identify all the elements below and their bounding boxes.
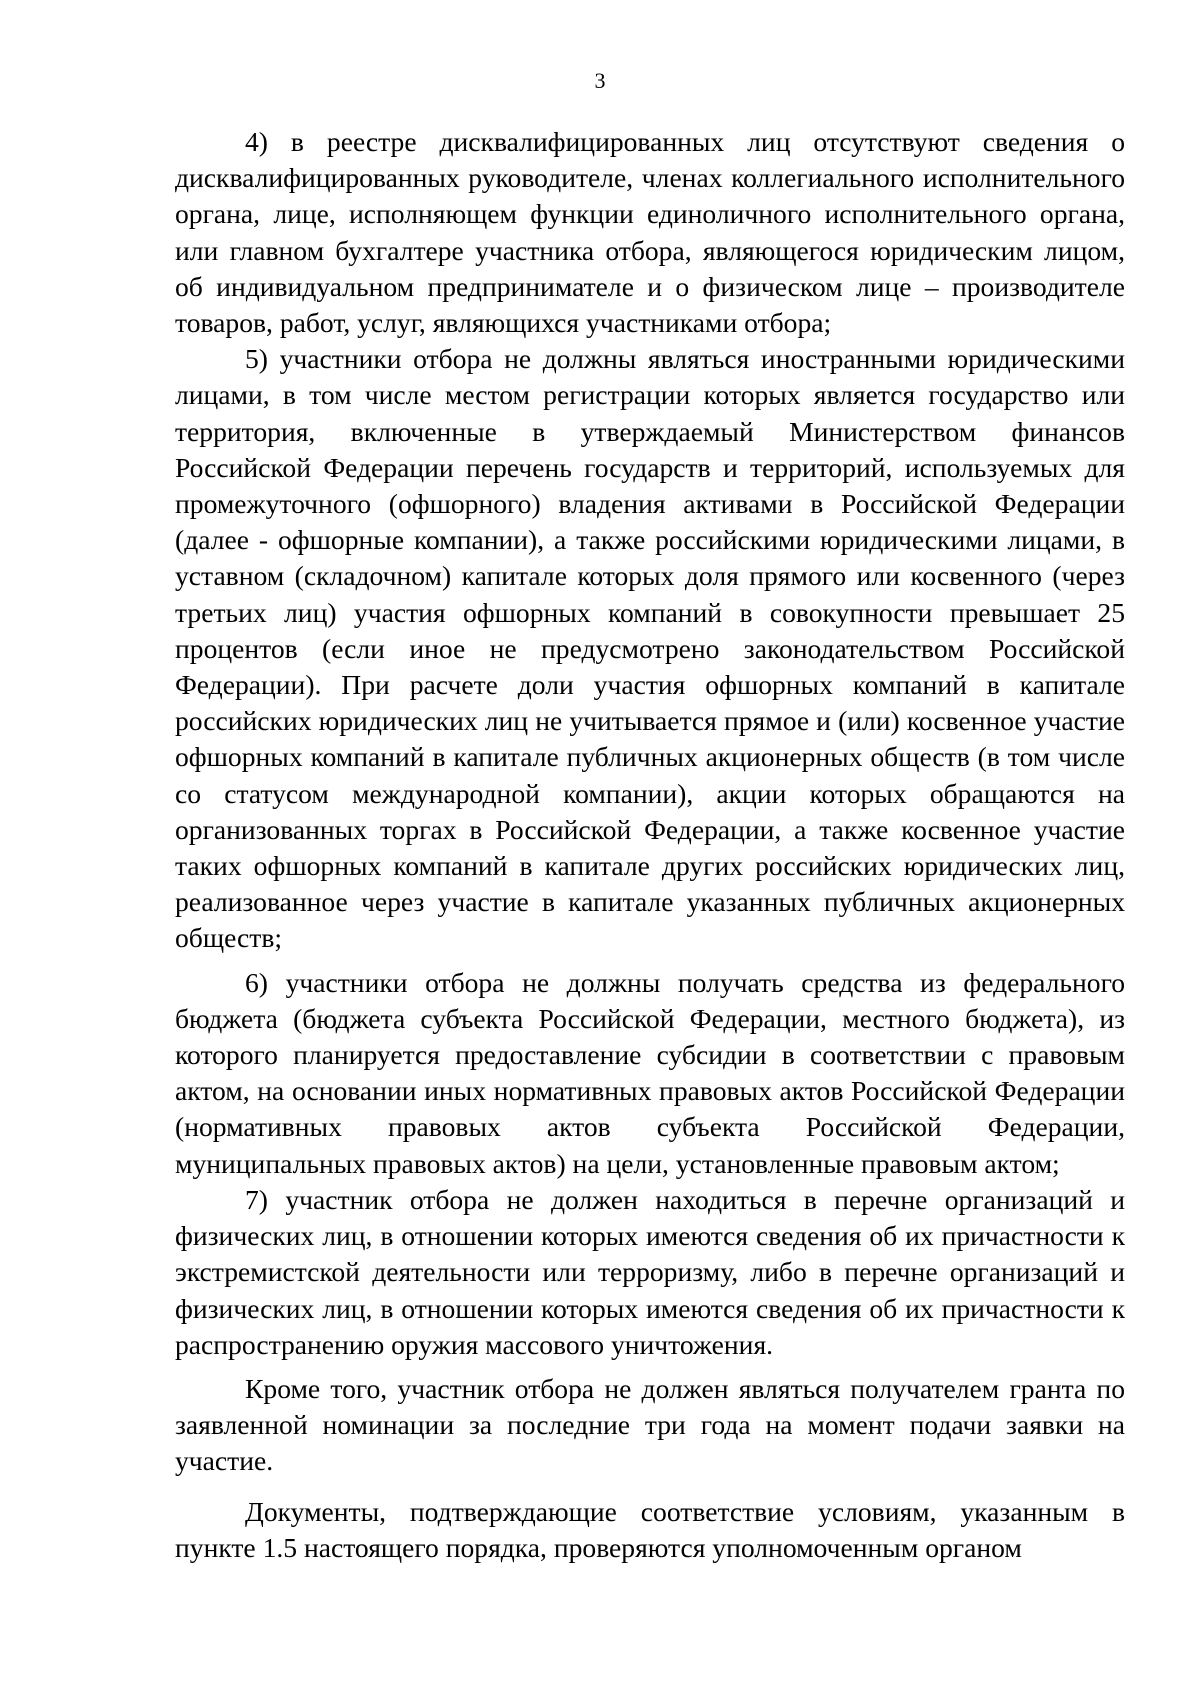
paragraph-item-4: 4) в реестре дисквалифицированных лиц отсутствуют сведения о дисквалифицированных руководителе, членах коллегиального исполнительного органа, лице, исполняющем функции единоличного исполнительного органа, или главном бухгалтере участника отбора, являющегося юридическим лицом, об индивидуальном предпринимателе и о физическом лице – производителе товаров, работ, услуг, являющихся участниками отбора; [175, 126, 1125, 339]
paragraph-additional-condition: Кроме того, участник отбора не должен являться получателем гранта по заявленной номинации за последние три года на момент подачи заявки на участие. [175, 1372, 1125, 1477]
paragraph-documents-check: Документы, подтверждающие соответствие условиям, указанным в пункте 1.5 настоящего порядка, проверяются уполномоченным органом [175, 1495, 1125, 1563]
document-body [175, 124, 1125, 1566]
paragraph-item-5: 5) участники отбора не должны являться иностранными юридическими лицами, в том числе местом регистрации которых является государство или территория, включенные в утверждаемый Министерством финансов Российской Федерации перечень государств и территорий, используемых для промежуточного (офшорного) владения активами в Российской Федерации (далее - офшорные компании), а также российскими юридическими лицами, в уставном (складочном) капитале которых доля прямого или косвенного (через третьих лиц) участия офшорных компаний в совокупности превышает 25 процентов (если иное не предусмотрено законодательством Российской Федерации). При расчете доли участия офшорных компаний в капитале российских юридических лиц не учитывается прямое и (или) косвенное участие офшорных компаний в капитале публичных акционерных обществ (в том числе со статусом международной компании), акции которых обращаются на организованных торгах в Российской Федерации, а также косвенное участие таких офшорных компаний в капитале других российских юридических лиц, реализованное через участие в капитале указанных публичных акционерных обществ; [175, 343, 1125, 954]
paragraph-item-7: 7) участник отбора не должен находиться в перечне организаций и физических лиц, в отношении которых имеются сведения об их причастности к экстремистской деятельности или терроризму, либо в перечне организаций и физических лиц, в отношении которых имеются сведения об их причастности к распространению оружия массового уничтожения. [175, 1183, 1125, 1360]
page-number: 3 [594, 68, 606, 93]
paragraph-item-6: 6) участники отбора не должны получать средства из федерального бюджета (бюджета субъекта Российской Федерации, местного бюджета), из которого планируется предоставление субсидии в соответствии с правовым актом, на основании иных нормативных правовых актов Российской Федерации (нормативных правовых актов субъекта Российской Федерации, муниципальных правовых актов) на цели, установленные правовым актом; [175, 966, 1125, 1179]
